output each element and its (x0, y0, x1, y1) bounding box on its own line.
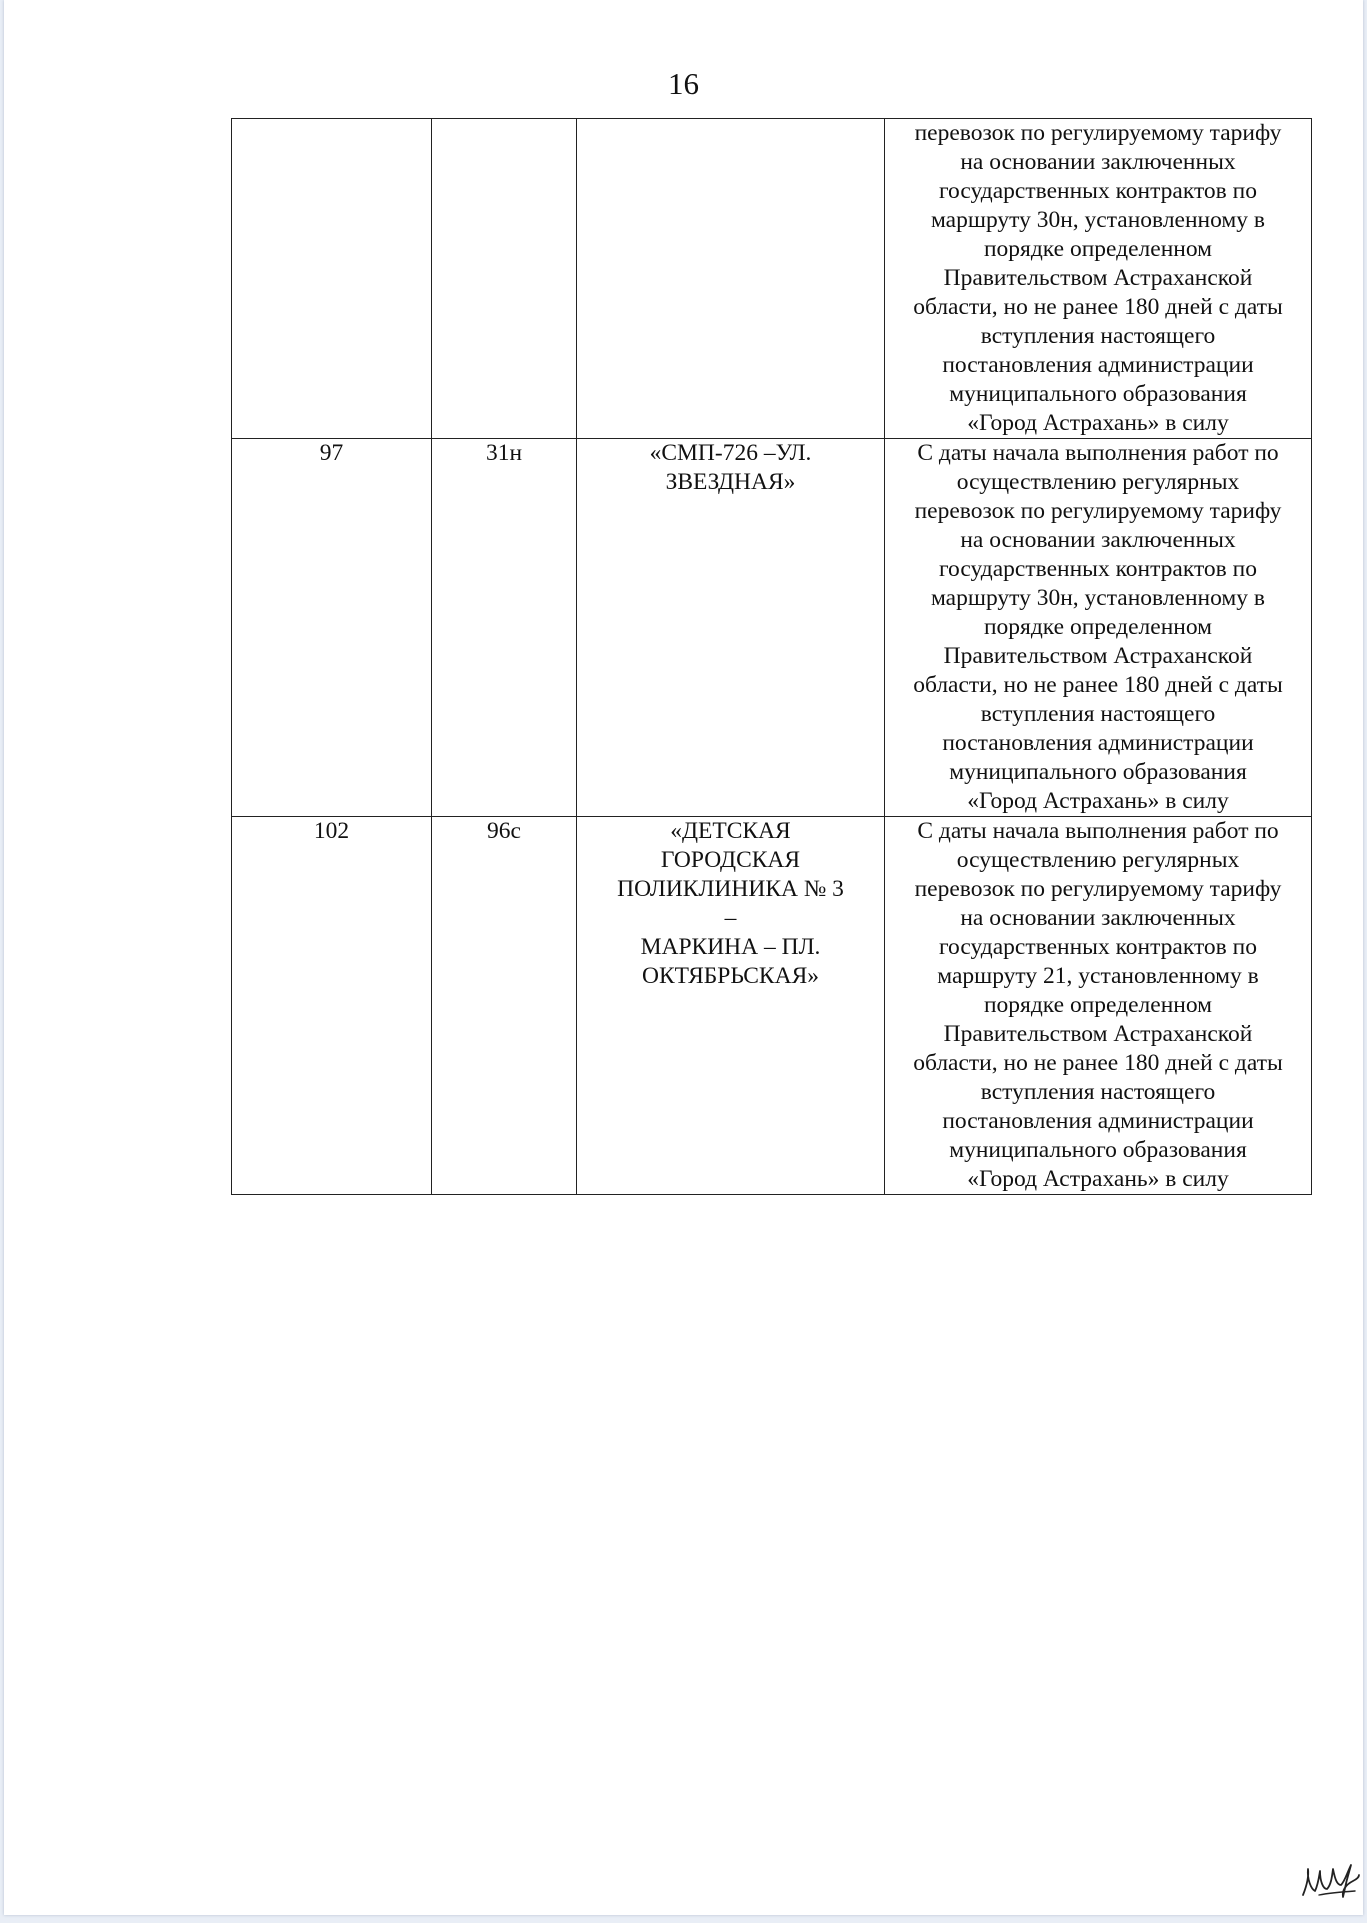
signature-initials (1299, 1855, 1361, 1901)
route-name-cell (577, 119, 885, 439)
route-number-cell (432, 119, 577, 439)
table-row (232, 817, 1312, 1195)
route-name-cell: «СМП-726 –УЛ. ЗВЕЗДНАЯ» (577, 439, 885, 817)
condition-cell: С даты начала выполнения работ по осуществлению регулярных перевозок по регулируемому тарифу на основании заключенных государственных контрактов по маршруту 30н, установленному в порядке определенном Правительством Астраханской области, но не ранее 180 дней с даты вступления настоящего постановления администрации муниципального образования «Город Астрахань» в силу (885, 439, 1312, 817)
condition-cell: перевозок по регулируемому тарифу на основании заключенных государственных контрактов по маршруту 30н, установленному в порядке определенном Правительством Астраханской области, но не ранее 180 дней с даты вступления настоящего постановления администрации муниципального образования «Город Астрахань» в силу (885, 119, 1312, 439)
table-row (232, 439, 1312, 817)
table-row (232, 119, 1312, 439)
page-number: 16 (668, 66, 699, 101)
row-number-cell: 102 (232, 817, 432, 1195)
route-name-cell: «ДЕТСКАЯ ГОРОДСКАЯ ПОЛИКЛИНИКА № 3 – МАРКИНА – ПЛ. ОКТЯБРЬСКАЯ» (577, 817, 885, 1195)
routes-table (231, 118, 1312, 1195)
condition-cell: С даты начала выполнения работ по осуществлению регулярных перевозок по регулируемому тарифу на основании заключенных государственных контрактов по маршруту 21, установленному в порядке определенном Правительством Астраханской области, но не ранее 180 дней с даты вступления настоящего постановления администрации муниципального образования «Город Астрахань» в силу (885, 817, 1312, 1195)
row-number-cell: 97 (232, 439, 432, 817)
row-number-cell (232, 119, 432, 439)
route-number-cell: 96с (432, 817, 577, 1195)
route-number-cell: 31н (432, 439, 577, 817)
document-page (4, 0, 1363, 1915)
